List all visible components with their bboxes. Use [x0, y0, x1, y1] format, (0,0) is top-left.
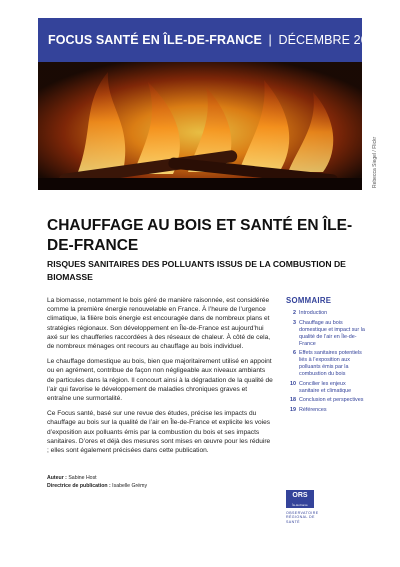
toc-label: Chauffage au bois domestique et impact sur la qualité de l’air en Île-de-France	[299, 319, 365, 347]
toc-page: 6	[293, 350, 296, 356]
toc-item[interactable]	[286, 350, 366, 378]
director-name: Isabelle Grémy	[112, 483, 148, 489]
ors-logo	[286, 490, 314, 508]
toc-item[interactable]	[286, 407, 366, 414]
toc-page: 18	[290, 397, 296, 403]
photo-credit: Rebecca Siegel / Flickr	[372, 136, 378, 188]
body-paragraph: Ce Focus santé, basé sur une revue des études, précise les impacts du chauffage au bois sur la qualité de l’air en Île-de-France et explicite les voies d’exposition aux polluants émis par la combustion du bois et ses impacts sanitaires. D’ores et déjà des mesures sont mises en œuvre pour les réduire ; elles sont également précisées dans cette publication.	[47, 410, 271, 455]
body-paragraph: La biomasse, notamment le bois géré de manière raisonnée, est considérée comme la première énergie renouvelable en France. À l’heure de l’urgence climatique, la filière bois énergie est encouragée dans de nombreux plans et stratégies régionaux. Son développement en Île-de-France est aujourd’hui axé sur les chaufferies raccordées à des réseaux de chaleur. À côté de cela, de nombreux ménages ont recours au chauffage au bois individuel.	[47, 297, 271, 351]
summary-title: SOMMAIRE	[286, 296, 332, 305]
document-title: CHAUFFAGE AU BOIS ET SANTÉ EN ÎLE-DE-FRANCE	[47, 217, 353, 254]
author-name: Sabine Host	[68, 475, 97, 481]
director-label: Directrice de publication :	[47, 483, 111, 489]
series-header	[38, 18, 382, 62]
toc-label: Concilier les enjeux sanitaire et climatique	[299, 380, 352, 394]
header-separator: |	[268, 33, 272, 47]
issue-date: DÉCEMBRE 2018	[278, 33, 382, 47]
credits	[47, 474, 273, 490]
toc-page: 2	[293, 310, 296, 316]
toc-label: Références	[299, 406, 327, 413]
author-label: Auteur :	[47, 475, 67, 481]
toc-label: Effets sanitaires potentiels liés à l’exposition aux polluants émis par la combustion du bois	[299, 350, 362, 377]
logo-acronym: ORS	[292, 492, 308, 499]
toc-page: 3	[293, 319, 296, 326]
toc-item[interactable]	[286, 397, 366, 404]
document-subtitle: RISQUES SANITAIRES DES POLLUANTS ISSUS DE LA COMBUSTION DE BIOMASSE	[47, 259, 346, 282]
series-title: FOCUS SANTÉ EN ÎLE-DE-FRANCE	[48, 33, 262, 47]
toc-label: Conclusion et perspectives	[299, 397, 364, 403]
toc-page: 10	[290, 380, 296, 387]
toc-page: 19	[290, 406, 296, 413]
toc-item[interactable]	[286, 310, 366, 317]
toc-item[interactable]	[286, 320, 366, 348]
wood-fire-photo	[38, 62, 362, 190]
toc-label: Introduction	[299, 310, 328, 316]
introduction-text	[47, 296, 273, 461]
logo-tagline: Île-de-France	[292, 504, 308, 507]
table-of-contents	[286, 296, 366, 416]
author-line	[47, 474, 273, 482]
director-line	[47, 482, 273, 490]
logo-organization: OBSERVATOIRE RÉGIONAL DE SANTÉ	[286, 511, 319, 524]
toc-item[interactable]	[286, 381, 366, 395]
body-paragraph: Le chauffage domestique au bois, bien que majoritairement utilisé en appoint ou en agrément, contribue de façon non négligeable aux niveaux ambiants de particules dans la région. Il concourt ainsi à la dégradation de la qualité de l’air qui favorise le développement de maladies chroniques graves et entraîne une surmortalité.	[47, 358, 273, 403]
